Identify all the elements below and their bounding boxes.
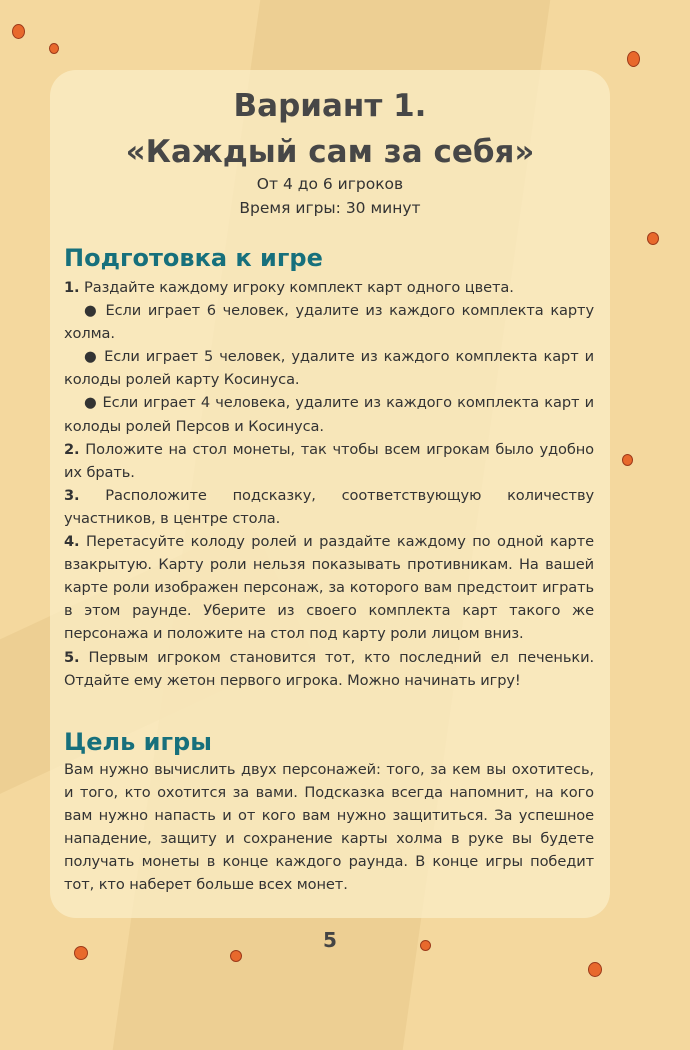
- title-line2: «Каждый сам за себя»: [125, 134, 535, 170]
- prep-item: 3. Расположите подсказку, соответствующую количеству участников, в центре стола.: [64, 486, 594, 527]
- prep-item: 4. Перетасуйте колоду ролей и раздайте каждому по одной карте взакрытую. Карту роли нельзя показывать противникам. На вашей карте роли изображен персонаж, за которого вам предстоит играть в этом раунде. Уберите из своего комплекта карт такого же персонажа и положите на стол под карту роли лицом вниз.: [64, 533, 594, 643]
- prep-item: 1. Раздайте каждому игроку комплект карт одного цвета.: [64, 279, 514, 296]
- prep-item: ● Если играет 4 человека, удалите из каждого комплекта карт и колоды ролей Персов и Косинуса.: [64, 394, 594, 435]
- decor-dot: [49, 43, 59, 54]
- players-count: От 4 до 6 игроков: [256, 175, 404, 193]
- page-number: 5: [323, 928, 337, 952]
- prep-item: 2. Положите на стол монеты, так чтобы всем игрокам было удобно их брать.: [64, 440, 594, 481]
- goal-heading: Цель игры: [64, 728, 212, 756]
- prep-item: ● Если играет 6 человек, удалите из каждого комплекта карту холма.: [64, 302, 594, 343]
- prep-heading: Подготовка к игре: [64, 244, 323, 272]
- decor-dot: [627, 51, 640, 67]
- prep-list: [64, 276, 594, 692]
- decor-dot: [647, 232, 659, 245]
- prep-item: ● Если играет 5 человек, удалите из каждого комплекта карт и колоды ролей карту Косинуса.: [64, 348, 594, 389]
- title-line1: Вариант 1.: [233, 88, 427, 124]
- decor-dot: [622, 454, 633, 466]
- prep-item: 5. Первым игроком становится тот, кто последний ел печеньки. Отдайте ему жетон первого игрока. Можно начинать игру!: [64, 648, 594, 689]
- decor-dot: [12, 24, 25, 39]
- game-time: Время игры: 30 минут: [239, 199, 421, 217]
- goal-text: Вам нужно вычислить двух персонажей: того, за кем вы охотитесь, и того, кто охотится за вами. Подсказка всегда напомнит, на кого вам нужно напасть и от кого вам нужно защититься. За успешное нападение, защиту и сохранение карты холма в руке вы будете получать монеты в конце каждого раунда. В конце игры победит тот, кто наберет больше всех монет.: [64, 761, 594, 894]
- decor-dot: [588, 962, 602, 977]
